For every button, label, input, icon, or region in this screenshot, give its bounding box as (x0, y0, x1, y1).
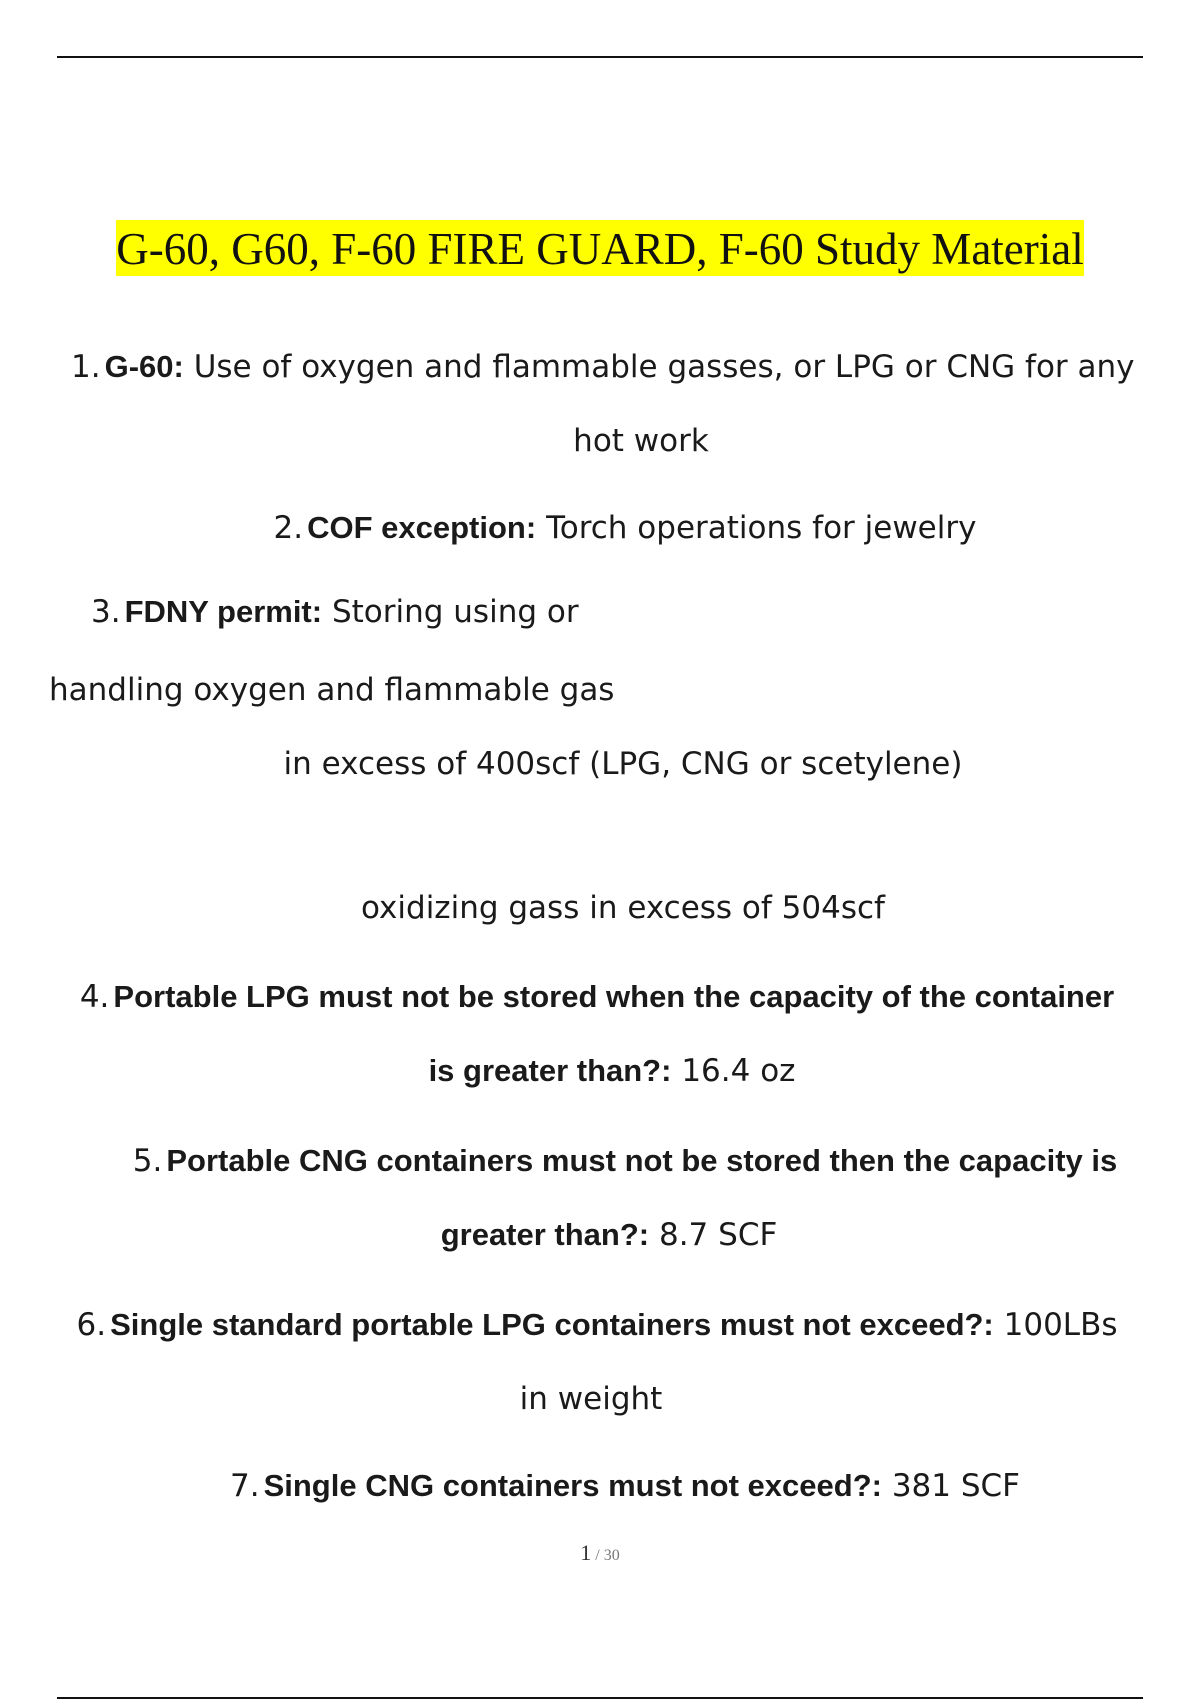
list-item-3-line-2 (49, 670, 614, 710)
item-term: Portable LPG must not be stored when the capacity of the container (113, 979, 1115, 1014)
item-definition: 16.4 oz (681, 1053, 796, 1089)
item-definition: hot work (573, 423, 709, 459)
top-divider (57, 56, 1143, 58)
list-item-5 (25, 1141, 1200, 1181)
item-definition: Storing using or (331, 594, 579, 630)
item-definition: oxidizing gass in excess of 504scf (361, 890, 885, 926)
list-item-4 (0, 977, 1197, 1017)
item-definition: Torch operations for jewelry (546, 510, 977, 546)
document-title: G-60, G60, F-60 FIRE GUARD, F-60 Study Material (116, 220, 1083, 276)
item-term: G-60: (104, 349, 184, 384)
item-definition: Use of oxygen and flammable gasses, or LPG or CNG for any (193, 349, 1135, 385)
item-definition: 100LBs (1003, 1307, 1118, 1343)
list-item-6-continuation (0, 1379, 1191, 1419)
item-definition: 8.7 SCF (658, 1217, 778, 1253)
item-term: Portable CNG containers must not be stored then the capacity is (166, 1143, 1118, 1178)
bottom-divider (57, 1697, 1143, 1699)
total-pages: 30 (603, 1547, 620, 1564)
item-term: FDNY permit: (124, 594, 323, 629)
page-separator: / (595, 1547, 600, 1564)
current-page: 1 (580, 1540, 592, 1565)
item-definition: handling oxygen and flammable gas (49, 672, 615, 708)
list-item-1 (71, 347, 1135, 387)
item-definition: in weight (519, 1381, 663, 1417)
item-definition: in excess of 400scf (LPG, CNG or scetylene) (283, 746, 963, 782)
item-term: Single standard portable LPG containers must not exceed?: (110, 1307, 994, 1342)
item-number: 6. (76, 1307, 107, 1343)
item-number: 5. (132, 1143, 163, 1179)
item-definition: 381 SCF (891, 1468, 1021, 1504)
list-item-5-continuation (9, 1215, 1200, 1255)
title-block (0, 220, 1200, 276)
list-item-3-line-4 (23, 888, 1200, 928)
item-number: 1. (71, 349, 101, 385)
list-item-7 (25, 1466, 1200, 1506)
list-item-1-continuation (41, 421, 1200, 461)
page-indicator (0, 1540, 1200, 1566)
item-term: is greater than?: (428, 1053, 672, 1088)
list-item-3-line-3 (23, 744, 1200, 784)
item-term: COF exception: (307, 510, 537, 545)
item-number: 7. (229, 1468, 260, 1504)
list-item-3 (91, 592, 579, 632)
list-item-2 (25, 508, 1200, 548)
list-item-6 (0, 1305, 1197, 1345)
item-number: 2. (273, 510, 304, 546)
item-number: 4. (79, 979, 110, 1015)
item-term: Single CNG containers must not exceed?: (263, 1468, 882, 1503)
item-term: greater than?: (440, 1217, 650, 1252)
item-number: 3. (91, 594, 121, 630)
list-item-4-continuation (12, 1051, 1200, 1091)
